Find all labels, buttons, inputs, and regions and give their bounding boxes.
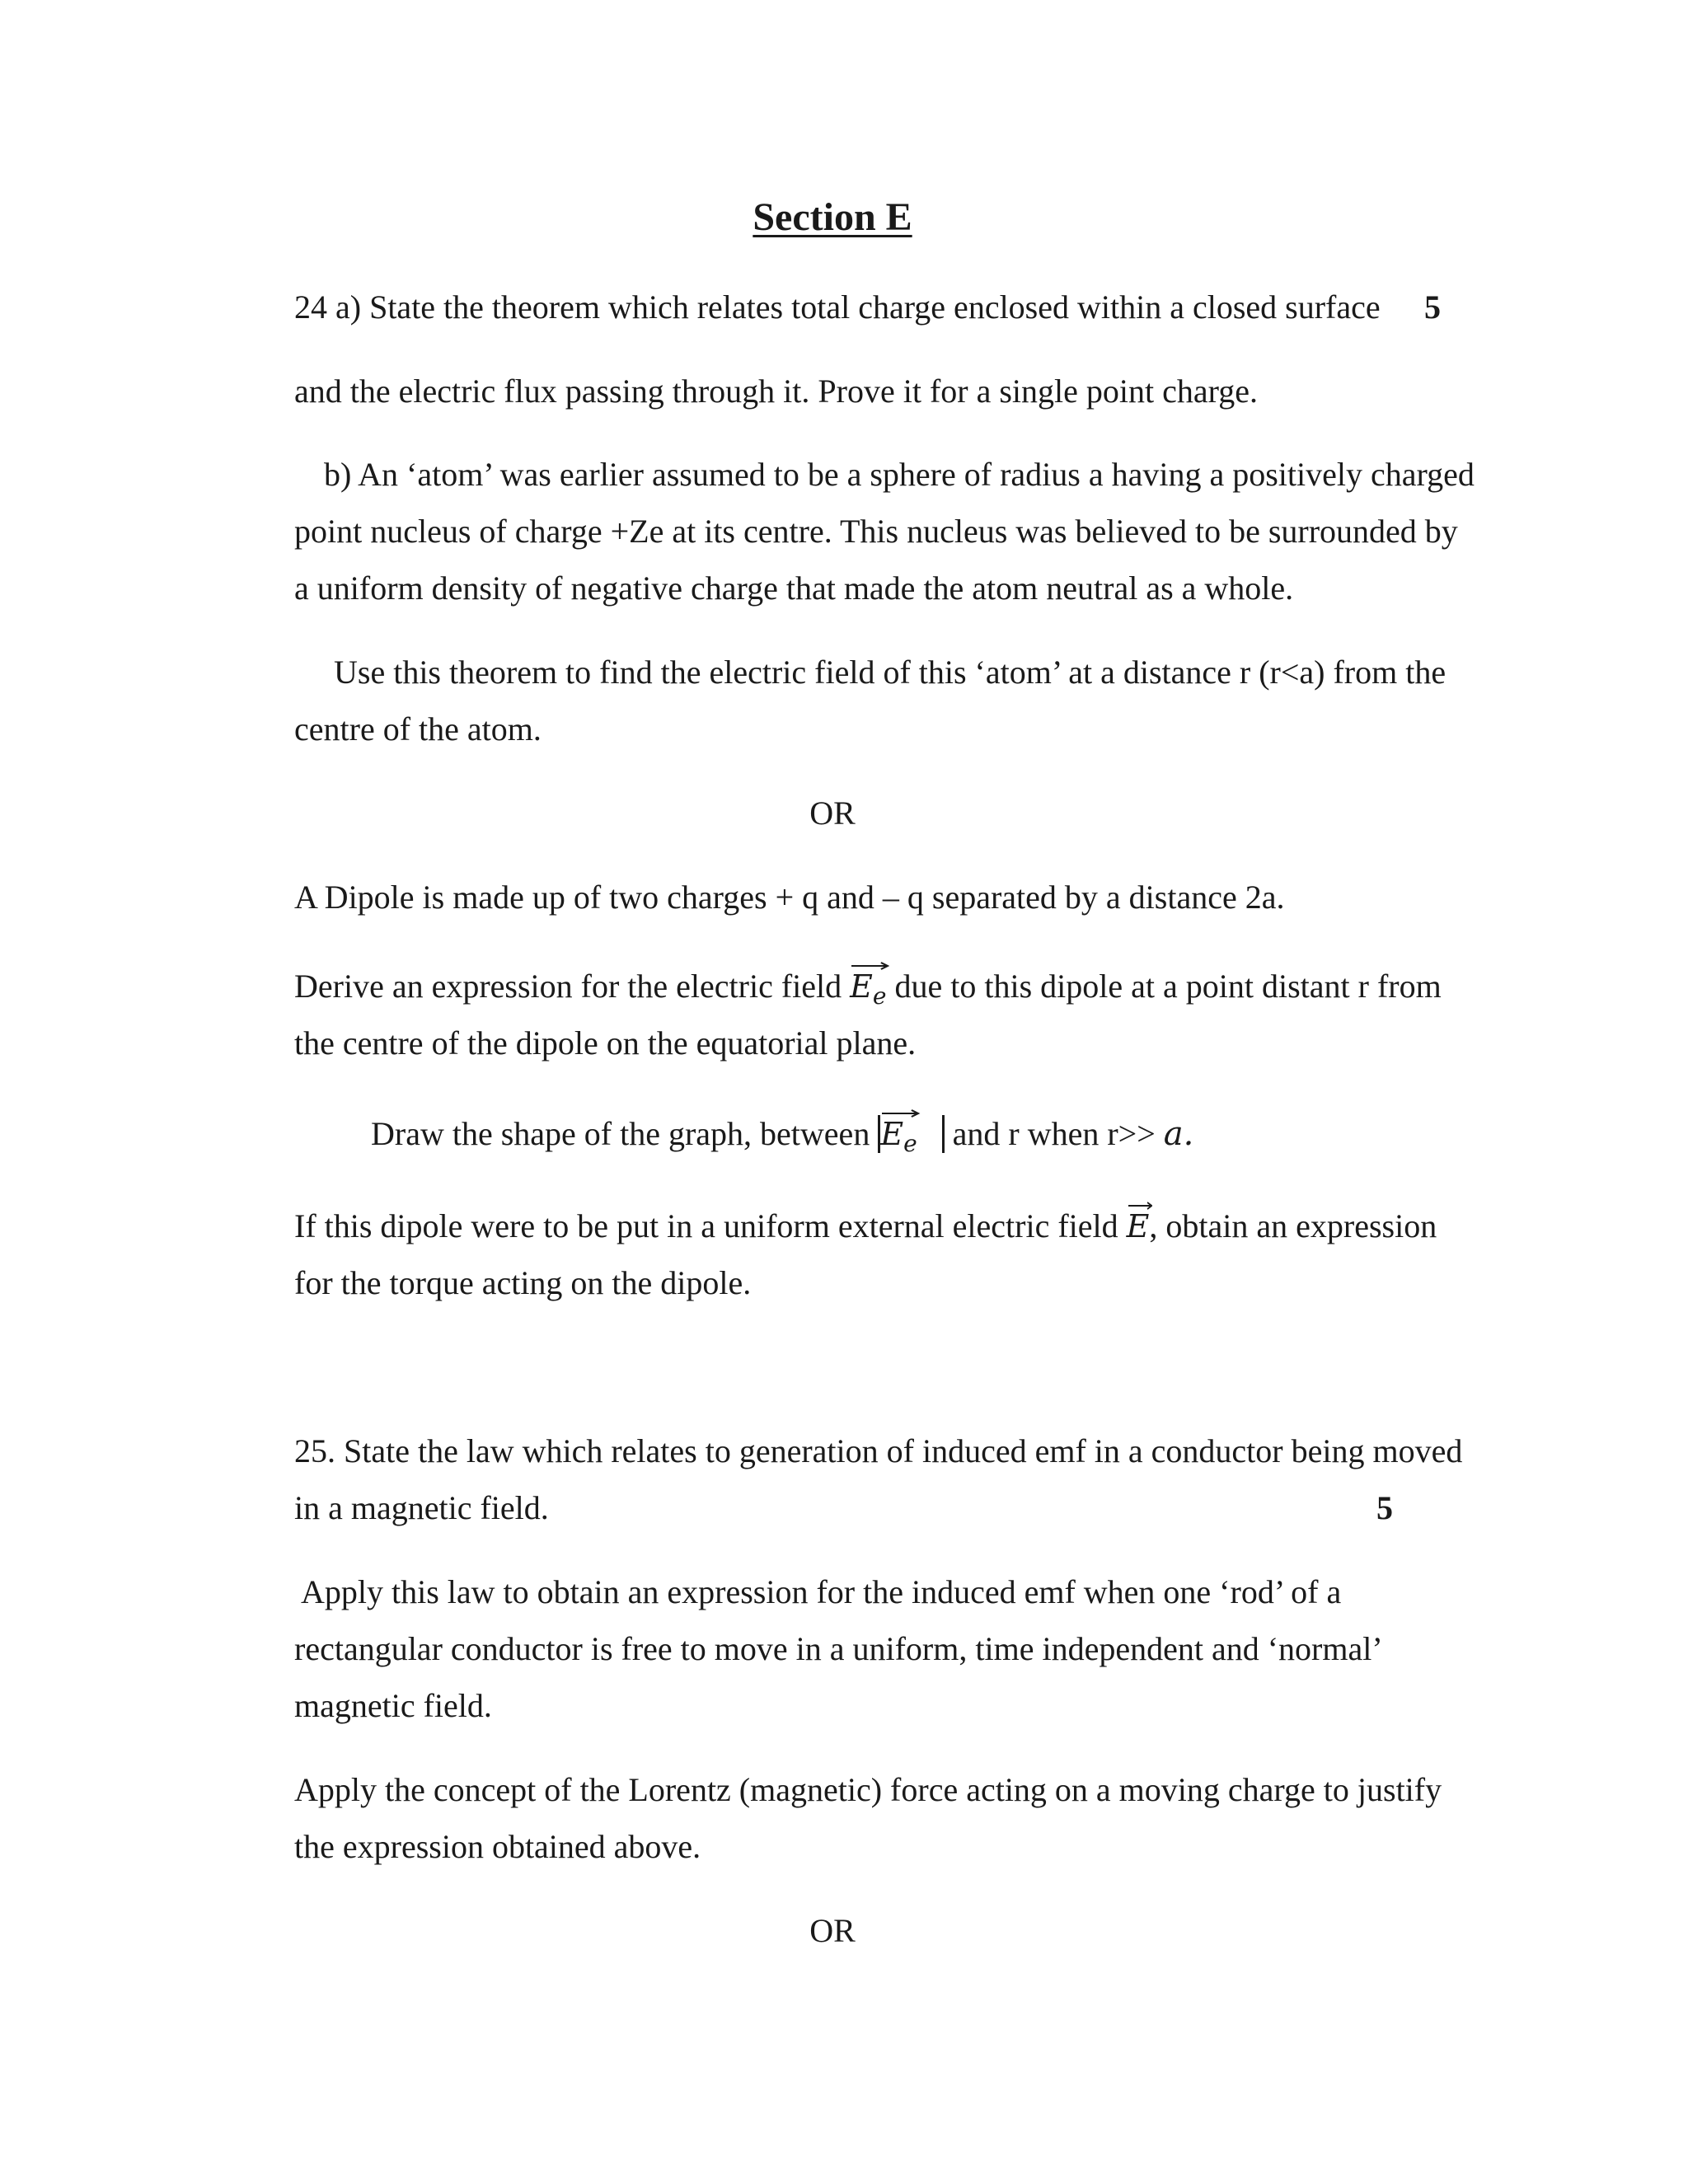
q24b-line-1: b) An ‘atom’ was earlier assumed to be a sphere of radius a having a positively charged [324, 456, 1475, 493]
q25-apply2-line-2: the expression obtained above. [294, 1828, 701, 1865]
q24-dipole-line: A Dipole is made up of two charges + q and – q separated by a distance 2a. [294, 879, 1285, 916]
vector-e-e-symbol: $E_e$ [850, 967, 886, 1016]
vector-arrow-icon [1128, 1202, 1153, 1210]
vector-e-e-symbol: $E_e$ [880, 1114, 917, 1164]
vector-e-symbol: E [1127, 1207, 1150, 1246]
or-separator-1: OR [809, 794, 856, 832]
q24-use-line-1: Use this theorem to find the electric field of this ‘atom’ at a distance r (r<a) from the [334, 654, 1447, 691]
q24-derive-line-2: the centre of the dipole on the equatorial plane. [294, 1024, 917, 1062]
if-text-pre: If this dipole were to be put in a uniform external electric field [294, 1207, 1118, 1244]
q24-draw-line [371, 1114, 1193, 1164]
q25-apply2-line-1: Apply the concept of the Lorentz (magnetic) force acting on a moving charge to justify [294, 1771, 1442, 1808]
derive-text-pre: Derive an expression for the electric field [294, 968, 842, 1005]
q25-marks: 5 [1376, 1489, 1393, 1526]
q24-if-line-2: for the torque acting on the dipole. [294, 1264, 752, 1301]
q24-line-1: 24 a) State the theorem which relates total charge enclosed within a closed surface [294, 288, 1381, 326]
q24-line-2: and the electric flux passing through it. Prove it for a single point charge. [294, 373, 1258, 410]
q24-use-line-2: centre of the atom. [294, 710, 542, 748]
q25-apply1-line-2: rectangular conductor is free to move in a uniform, time independent and ‘normal’ [294, 1630, 1383, 1667]
q25-line-1: 25. State the law which relates to generation of induced emf in a conductor being moved [294, 1432, 1463, 1469]
vector-arrow-icon [882, 1109, 920, 1118]
q24b-line-3: a uniform density of negative charge that made the atom neutral as a whole. [294, 569, 1294, 607]
or-separator-2: OR [809, 1912, 856, 1949]
draw-text-post: and r when r>> [952, 1115, 1156, 1152]
derive-text-post: due to this dipole at a point distant r from [894, 968, 1442, 1005]
q24-derive-line-1 [294, 967, 1442, 1016]
section-title: Section E [753, 195, 912, 239]
q25-apply1-line-1: Apply this law to obtain an expression for the induced emf when one ‘rod’ of a [301, 1573, 1342, 1610]
if-text-post: , obtain an expression [1149, 1207, 1437, 1244]
abs-bar-right [942, 1115, 945, 1153]
q25-apply1-line-3: magnetic field. [294, 1687, 492, 1724]
q24b-line-2: point nucleus of charge +Ze at its centre. This nucleus was believed to be surrounded by [294, 513, 1458, 550]
q24-if-line-1 [294, 1207, 1437, 1246]
draw-variable-a: a. [1163, 1115, 1194, 1153]
vector-arrow-icon [851, 962, 889, 970]
q24-marks: 5 [1424, 288, 1441, 326]
draw-text-pre: Draw the shape of the graph, between [371, 1115, 870, 1152]
q25-line-2: in a magnetic field. [294, 1489, 549, 1526]
